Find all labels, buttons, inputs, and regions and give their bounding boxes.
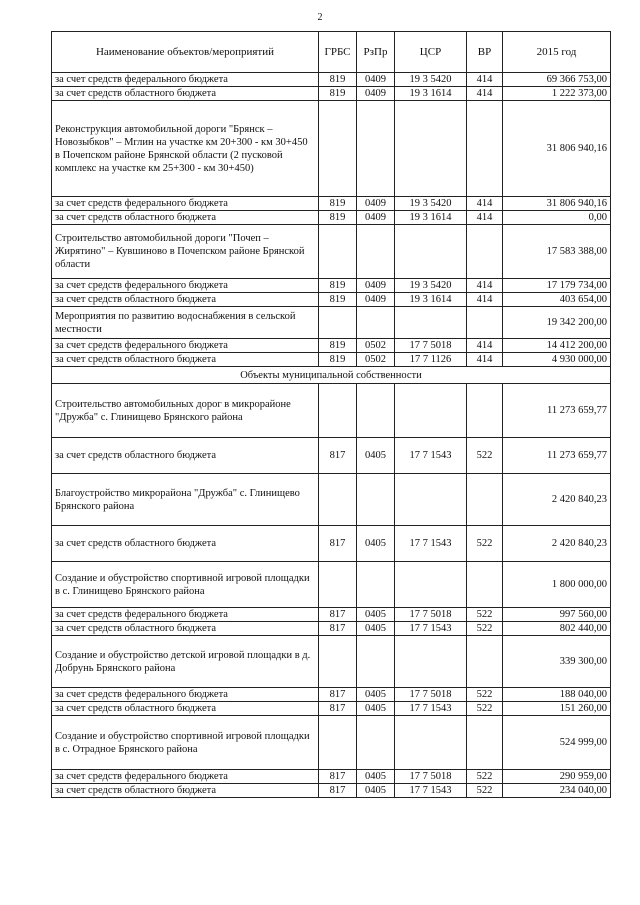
rzpr-cell xyxy=(357,636,395,688)
csr-code: 17 7 5018 xyxy=(395,770,467,784)
grbs-cell xyxy=(319,225,357,279)
section-row xyxy=(52,367,611,384)
funding-source: за счет средств областного бюджета xyxy=(52,622,319,636)
csr-cell xyxy=(395,225,467,279)
funding-source: за счет средств федерального бюджета xyxy=(52,279,319,293)
object-name: Мероприятия по развитию водоснабжения в сельской местности xyxy=(52,307,319,339)
header-name: Наименование объектов/мероприятий xyxy=(52,32,319,73)
funding-source: за счет средств федерального бюджета xyxy=(52,73,319,87)
section-title: Объекты муниципальной собственности xyxy=(52,367,611,384)
grbs-code: 817 xyxy=(319,526,357,562)
vr-cell xyxy=(467,101,503,197)
object-row xyxy=(52,474,611,526)
header-row xyxy=(52,32,611,73)
object-row xyxy=(52,716,611,770)
csr-cell xyxy=(395,716,467,770)
csr-code: 19 3 1614 xyxy=(395,293,467,307)
rzpr-cell xyxy=(357,562,395,608)
funding-source: за счет средств федерального бюджета xyxy=(52,608,319,622)
object-row xyxy=(52,225,611,279)
rzpr-cell xyxy=(357,384,395,438)
vr-code: 522 xyxy=(467,438,503,474)
object-row xyxy=(52,307,611,339)
rzpr-code: 0502 xyxy=(357,353,395,367)
funding-amount: 69 366 753,00 xyxy=(503,73,611,87)
grbs-code: 819 xyxy=(319,353,357,367)
funding-amount: 14 412 200,00 xyxy=(503,339,611,353)
object-amount: 524 999,00 xyxy=(503,716,611,770)
rzpr-code: 0405 xyxy=(357,702,395,716)
csr-cell xyxy=(395,307,467,339)
csr-cell xyxy=(395,562,467,608)
rzpr-code: 0502 xyxy=(357,339,395,353)
vr-code: 414 xyxy=(467,353,503,367)
funding-source: за счет средств областного бюджета xyxy=(52,87,319,101)
funding-row xyxy=(52,784,611,798)
funding-row xyxy=(52,526,611,562)
funding-source: за счет средств областного бюджета xyxy=(52,211,319,225)
vr-code: 414 xyxy=(467,279,503,293)
csr-code: 17 7 5018 xyxy=(395,608,467,622)
csr-code: 17 7 1543 xyxy=(395,438,467,474)
vr-cell xyxy=(467,474,503,526)
funding-row xyxy=(52,608,611,622)
vr-code: 414 xyxy=(467,339,503,353)
grbs-code: 817 xyxy=(319,688,357,702)
grbs-code: 817 xyxy=(319,438,357,474)
funding-source: за счет средств областного бюджета xyxy=(52,702,319,716)
csr-code: 17 7 5018 xyxy=(395,688,467,702)
object-name: Благоустройство микрорайона "Дружба" с. Глинищево Брянского района xyxy=(52,474,319,526)
object-row xyxy=(52,101,611,197)
funding-amount: 802 440,00 xyxy=(503,622,611,636)
grbs-code: 817 xyxy=(319,770,357,784)
funding-amount: 290 959,00 xyxy=(503,770,611,784)
header-grbs: ГРБС xyxy=(319,32,357,73)
csr-code: 17 7 1126 xyxy=(395,353,467,367)
funding-amount: 17 179 734,00 xyxy=(503,279,611,293)
funding-row xyxy=(52,622,611,636)
rzpr-code: 0409 xyxy=(357,279,395,293)
object-amount: 17 583 388,00 xyxy=(503,225,611,279)
funding-row xyxy=(52,87,611,101)
object-amount: 19 342 200,00 xyxy=(503,307,611,339)
funding-row xyxy=(52,279,611,293)
csr-cell xyxy=(395,101,467,197)
object-amount: 2 420 840,23 xyxy=(503,474,611,526)
funding-source: за счет средств федерального бюджета xyxy=(52,688,319,702)
funding-amount: 188 040,00 xyxy=(503,688,611,702)
funding-source: за счет средств федерального бюджета xyxy=(52,197,319,211)
grbs-cell xyxy=(319,716,357,770)
rzpr-code: 0409 xyxy=(357,293,395,307)
csr-code: 17 7 1543 xyxy=(395,702,467,716)
grbs-code: 819 xyxy=(319,87,357,101)
funding-row xyxy=(52,73,611,87)
grbs-cell xyxy=(319,307,357,339)
grbs-code: 819 xyxy=(319,339,357,353)
funding-source: за счет средств областного бюджета xyxy=(52,293,319,307)
header-vr: ВР xyxy=(467,32,503,73)
table-body xyxy=(52,73,611,798)
header-year: 2015 год xyxy=(503,32,611,73)
funding-amount: 2 420 840,23 xyxy=(503,526,611,562)
vr-code: 522 xyxy=(467,784,503,798)
rzpr-cell xyxy=(357,101,395,197)
page-number: 2 xyxy=(317,12,323,23)
object-row xyxy=(52,562,611,608)
funding-source: за счет средств областного бюджета xyxy=(52,438,319,474)
object-name: Строительство автомобильной дороги "Почеп – Жирятино" – Кувшиново в Почепском районе Брянской области xyxy=(52,225,319,279)
vr-code: 414 xyxy=(467,197,503,211)
funding-amount: 403 654,00 xyxy=(503,293,611,307)
grbs-code: 817 xyxy=(319,784,357,798)
vr-cell xyxy=(467,307,503,339)
grbs-cell xyxy=(319,636,357,688)
rzpr-cell xyxy=(357,716,395,770)
rzpr-code: 0409 xyxy=(357,197,395,211)
funding-row xyxy=(52,197,611,211)
rzpr-code: 0405 xyxy=(357,608,395,622)
object-row xyxy=(52,384,611,438)
csr-code: 17 7 1543 xyxy=(395,526,467,562)
grbs-cell xyxy=(319,474,357,526)
vr-cell xyxy=(467,716,503,770)
funding-source: за счет средств областного бюджета xyxy=(52,353,319,367)
object-amount: 31 806 940,16 xyxy=(503,101,611,197)
rzpr-code: 0409 xyxy=(357,211,395,225)
vr-code: 414 xyxy=(467,87,503,101)
funding-amount: 0,00 xyxy=(503,211,611,225)
rzpr-code: 0409 xyxy=(357,87,395,101)
csr-code: 19 3 5420 xyxy=(395,197,467,211)
object-row xyxy=(52,636,611,688)
vr-code: 522 xyxy=(467,608,503,622)
vr-code: 522 xyxy=(467,770,503,784)
object-name: Строительство автомобильных дорог в микрорайоне "Дружба" с. Глинищево Брянского района xyxy=(52,384,319,438)
rzpr-code: 0405 xyxy=(357,526,395,562)
object-amount: 11 273 659,77 xyxy=(503,384,611,438)
object-amount: 1 800 000,00 xyxy=(503,562,611,608)
vr-code: 522 xyxy=(467,622,503,636)
csr-code: 19 3 5420 xyxy=(395,279,467,293)
csr-code: 17 7 5018 xyxy=(395,339,467,353)
rzpr-code: 0405 xyxy=(357,770,395,784)
object-name: Реконструкция автомобильной дороги "Брянск – Новозыбков" – Мглин на участке км 20+300 - км 30+450 в Почепском районе Брянской области (2 пусковой комплекс на участке км 25+300 - км 30+450) xyxy=(52,101,319,197)
object-name: Создание и обустройство спортивной игровой площадки в с. Отрадное Брянского района xyxy=(52,716,319,770)
csr-code: 17 7 1543 xyxy=(395,784,467,798)
funding-source: за счет средств федерального бюджета xyxy=(52,770,319,784)
csr-code: 19 3 1614 xyxy=(395,211,467,225)
grbs-code: 817 xyxy=(319,622,357,636)
funding-amount: 31 806 940,16 xyxy=(503,197,611,211)
grbs-code: 819 xyxy=(319,279,357,293)
grbs-code: 819 xyxy=(319,293,357,307)
funding-amount: 151 260,00 xyxy=(503,702,611,716)
rzpr-code: 0405 xyxy=(357,688,395,702)
funding-row xyxy=(52,438,611,474)
funding-amount: 4 930 000,00 xyxy=(503,353,611,367)
csr-cell xyxy=(395,474,467,526)
csr-code: 17 7 1543 xyxy=(395,622,467,636)
funding-row xyxy=(52,211,611,225)
vr-code: 522 xyxy=(467,526,503,562)
funding-row xyxy=(52,339,611,353)
vr-code: 414 xyxy=(467,211,503,225)
vr-cell xyxy=(467,562,503,608)
grbs-cell xyxy=(319,101,357,197)
csr-code: 19 3 1614 xyxy=(395,87,467,101)
grbs-code: 817 xyxy=(319,702,357,716)
funding-row xyxy=(52,293,611,307)
csr-cell xyxy=(395,636,467,688)
funding-source: за счет средств федерального бюджета xyxy=(52,339,319,353)
vr-code: 414 xyxy=(467,73,503,87)
funding-row xyxy=(52,353,611,367)
grbs-code: 819 xyxy=(319,197,357,211)
vr-code: 522 xyxy=(467,702,503,716)
grbs-code: 819 xyxy=(319,73,357,87)
funding-amount: 234 040,00 xyxy=(503,784,611,798)
funding-row xyxy=(52,702,611,716)
vr-code: 414 xyxy=(467,293,503,307)
rzpr-code: 0405 xyxy=(357,622,395,636)
funding-row xyxy=(52,770,611,784)
rzpr-code: 0409 xyxy=(357,73,395,87)
funding-amount: 11 273 659,77 xyxy=(503,438,611,474)
funding-row xyxy=(52,688,611,702)
header-csr: ЦСР xyxy=(395,32,467,73)
budget-table xyxy=(51,31,611,798)
rzpr-code: 0405 xyxy=(357,784,395,798)
grbs-cell xyxy=(319,384,357,438)
grbs-code: 817 xyxy=(319,608,357,622)
vr-code: 522 xyxy=(467,688,503,702)
grbs-code: 819 xyxy=(319,211,357,225)
rzpr-cell xyxy=(357,474,395,526)
rzpr-code: 0405 xyxy=(357,438,395,474)
funding-amount: 997 560,00 xyxy=(503,608,611,622)
funding-source: за счет средств областного бюджета xyxy=(52,784,319,798)
funding-source: за счет средств областного бюджета xyxy=(52,526,319,562)
rzpr-cell xyxy=(357,225,395,279)
object-name: Создание и обустройство спортивной игровой площадки в с. Глинищево Брянского района xyxy=(52,562,319,608)
header-rzpr: РзПр xyxy=(357,32,395,73)
rzpr-cell xyxy=(357,307,395,339)
object-amount: 339 300,00 xyxy=(503,636,611,688)
csr-cell xyxy=(395,384,467,438)
funding-amount: 1 222 373,00 xyxy=(503,87,611,101)
vr-cell xyxy=(467,225,503,279)
vr-cell xyxy=(467,384,503,438)
grbs-cell xyxy=(319,562,357,608)
vr-cell xyxy=(467,636,503,688)
object-name: Создание и обустройство детской игровой площадки в д. Добрунь Брянского района xyxy=(52,636,319,688)
csr-code: 19 3 5420 xyxy=(395,73,467,87)
